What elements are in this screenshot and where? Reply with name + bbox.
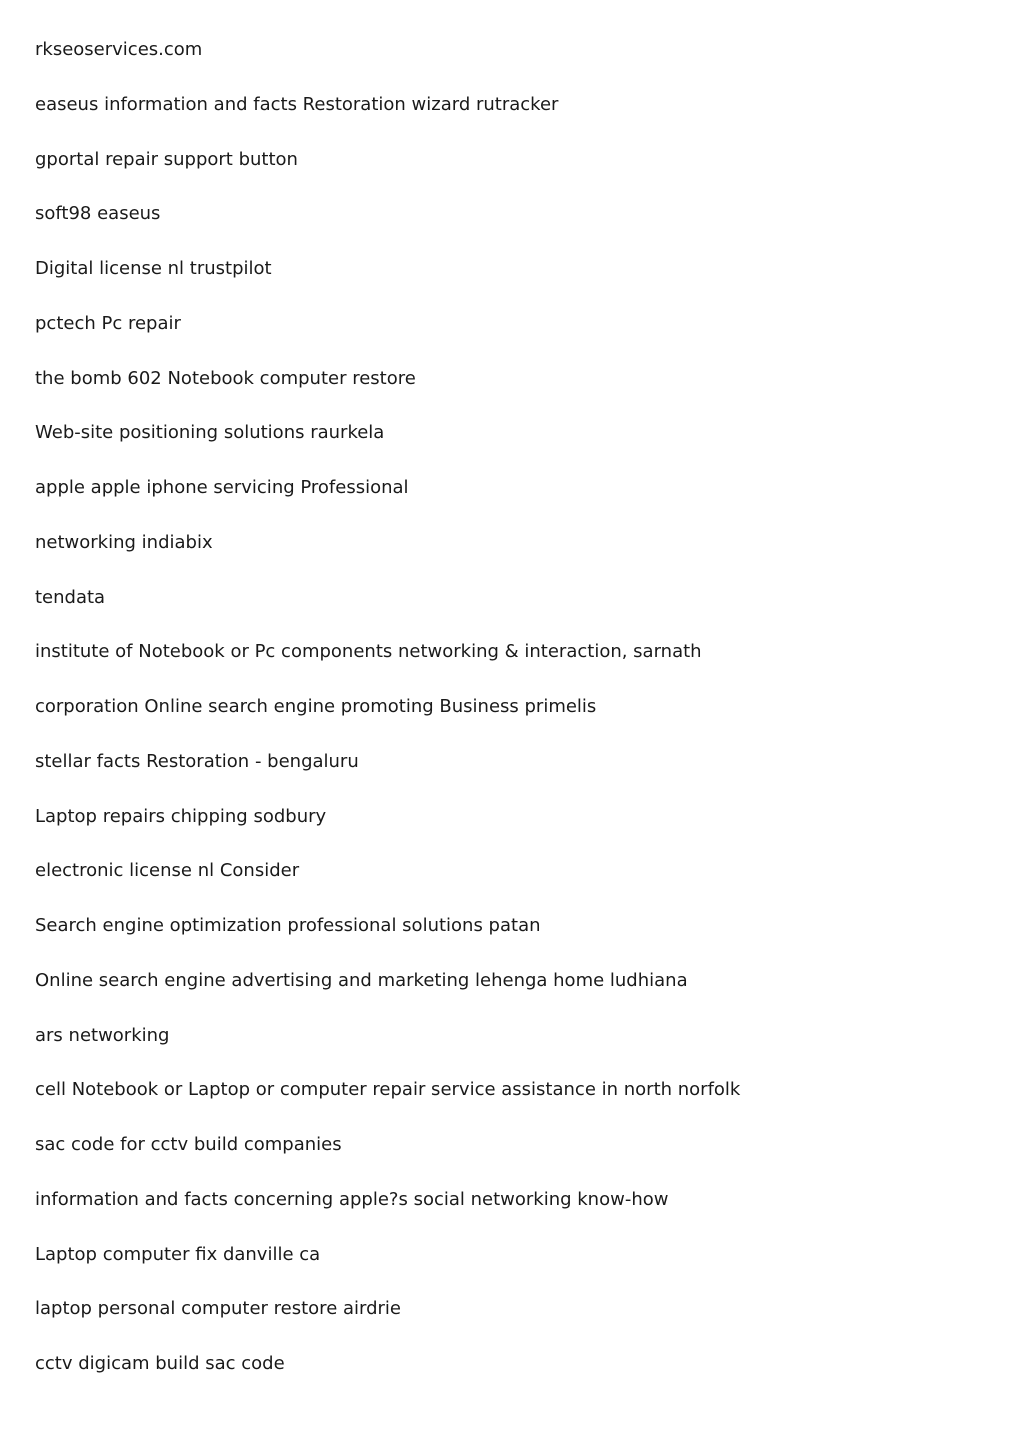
list-item (35, 857, 995, 912)
list-item (35, 310, 995, 365)
list-item (35, 91, 995, 146)
link[interactable]: corporation Online search engine promoting Business primelis (35, 696, 597, 717)
list-item (35, 365, 995, 420)
list-item (35, 146, 995, 201)
link[interactable]: Search engine optimization professional solutions patan (35, 915, 541, 936)
link[interactable]: apple apple iphone servicing Professional (35, 477, 409, 498)
link[interactable]: sac code for cctv build companies (35, 1134, 342, 1155)
link[interactable]: tendata (35, 586, 106, 608)
list-item (35, 693, 995, 748)
list-item (35, 584, 995, 639)
link[interactable]: information and facts concerning apple?s social networking know-how (35, 1188, 669, 1210)
list-item (35, 255, 995, 310)
link[interactable]: networking indiabix (35, 531, 213, 553)
list-item (35, 474, 995, 529)
list-item (35, 803, 995, 858)
link[interactable]: cctv digicam build sac code (35, 1353, 285, 1374)
link[interactable]: Digital license nl trustpilot (35, 258, 272, 279)
link[interactable]: Laptop computer fix danville ca (35, 1243, 321, 1265)
list-item (35, 200, 995, 255)
link[interactable]: ars networking (35, 1024, 170, 1046)
list-item (35, 1076, 995, 1131)
list-item (35, 1022, 995, 1077)
link[interactable]: the bomb 602 Notebook computer restore (35, 367, 416, 389)
link[interactable]: Web-site positioning solutions raurkela (35, 422, 385, 444)
link[interactable]: institute of Notebook or Pc components networking & interaction, sarnath (35, 641, 702, 663)
list-item (35, 748, 995, 803)
link[interactable]: gportal repair support button (35, 148, 298, 170)
list-item (35, 967, 995, 1022)
link[interactable]: Online search engine advertising and marketing lehenga home ludhiana (35, 969, 688, 991)
link[interactable]: laptop personal computer restore airdrie (35, 1298, 402, 1320)
list-item (35, 419, 995, 474)
link[interactable]: pctech Pc repair (35, 312, 181, 334)
list-item (35, 1350, 995, 1405)
link[interactable]: electronic license nl Consider (35, 860, 300, 882)
link[interactable]: cell Notebook or Laptop or computer repair service assistance in north norfolk (35, 1079, 741, 1101)
list-item (35, 529, 995, 584)
link[interactable]: Laptop repairs chipping sodbury (35, 805, 327, 827)
link[interactable]: rkseoservices.com (35, 39, 203, 60)
list-item (35, 36, 995, 91)
link-list (35, 36, 995, 1405)
list-item (35, 1295, 995, 1350)
list-item (35, 638, 995, 693)
list-item (35, 1241, 995, 1296)
list-item (35, 1186, 995, 1241)
link[interactable]: easeus information and facts Restoration wizard rutracker (35, 93, 559, 115)
list-item (35, 1131, 995, 1186)
list-item (35, 912, 995, 967)
link[interactable]: stellar facts Restoration - bengaluru (35, 750, 359, 772)
link[interactable]: soft98 easeus (35, 203, 161, 225)
